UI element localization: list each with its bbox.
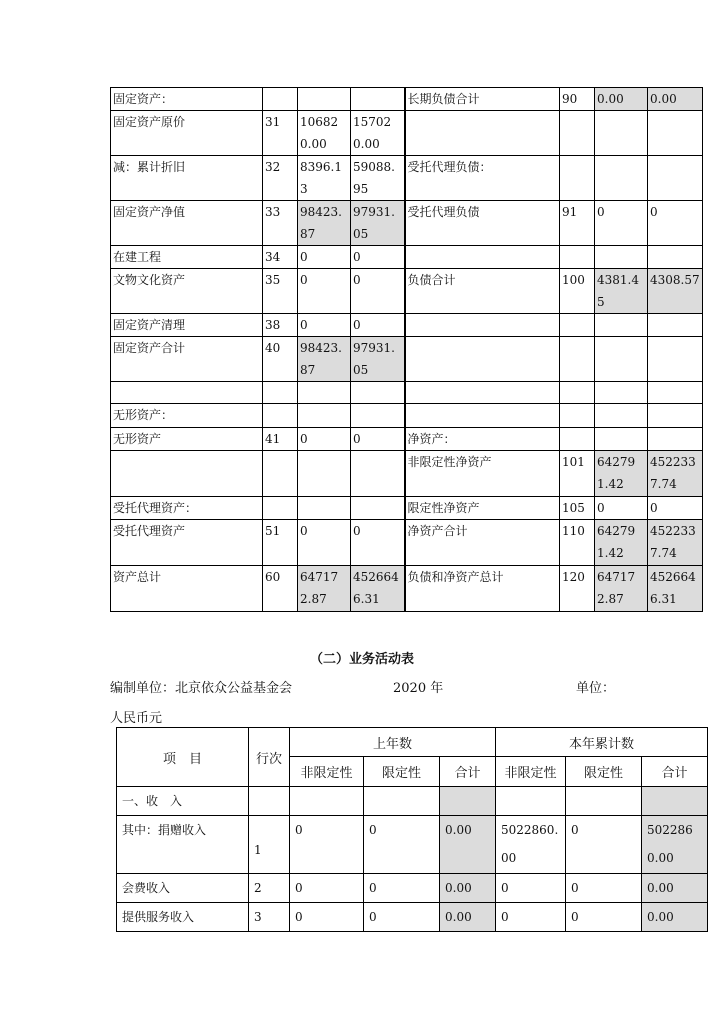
right-item-cell bbox=[405, 337, 560, 382]
left-line-cell bbox=[263, 497, 298, 520]
right-line-cell bbox=[560, 314, 595, 337]
curr-unrestricted-cell bbox=[496, 787, 566, 816]
left-item-cell: 在建工程 bbox=[111, 246, 263, 269]
table-row bbox=[117, 903, 708, 932]
right-end-cell: 0.00 bbox=[648, 88, 703, 111]
left-line-cell bbox=[263, 451, 298, 497]
right-end-cell: 4522337.74 bbox=[648, 451, 703, 497]
left-begin-cell: 8396.13 bbox=[298, 156, 351, 201]
right-line-cell bbox=[560, 382, 595, 404]
curr-unrestricted-cell: 0 bbox=[496, 903, 566, 932]
left-line-cell: 34 bbox=[263, 246, 298, 269]
table-row bbox=[111, 566, 703, 612]
header-prev-restricted: 限定性 bbox=[364, 757, 440, 787]
left-begin-cell bbox=[298, 404, 351, 428]
right-line-cell: 100 bbox=[560, 269, 595, 314]
right-item-cell: 负债和净资产总计 bbox=[405, 566, 560, 612]
right-begin-cell: 642791.42 bbox=[595, 451, 648, 497]
report-year: 2020 年 bbox=[393, 681, 444, 696]
left-end-cell bbox=[351, 497, 405, 520]
right-line-cell bbox=[560, 156, 595, 201]
right-end-cell bbox=[648, 428, 703, 451]
right-end-cell bbox=[648, 314, 703, 337]
right-begin-cell: 0 bbox=[595, 201, 648, 246]
header-prev-total: 合计 bbox=[440, 757, 496, 787]
row-line bbox=[249, 787, 290, 816]
left-end-cell: 0 bbox=[351, 428, 405, 451]
left-line-cell bbox=[263, 382, 298, 404]
left-begin-cell bbox=[298, 382, 351, 404]
row-line: 1 bbox=[249, 816, 290, 874]
left-item-cell: 无形资产： bbox=[111, 404, 263, 428]
left-item-cell bbox=[111, 382, 263, 404]
left-begin-cell bbox=[298, 451, 351, 497]
left-line-cell bbox=[263, 88, 298, 111]
right-line-cell bbox=[560, 337, 595, 382]
left-begin-cell: 0 bbox=[298, 246, 351, 269]
left-begin-cell: 98423.87 bbox=[298, 201, 351, 246]
right-end-cell bbox=[648, 111, 703, 156]
right-item-cell: 净资产合计 bbox=[405, 520, 560, 566]
table-row bbox=[111, 404, 703, 428]
prev-unrestricted-cell: 0 bbox=[290, 816, 364, 874]
header-row bbox=[117, 728, 708, 757]
left-item-cell: 固定资产合计 bbox=[111, 337, 263, 382]
curr-restricted-cell: 0 bbox=[566, 903, 642, 932]
table-row bbox=[117, 874, 708, 903]
compiler-label: 编制单位：北京依众公益基金会 bbox=[110, 681, 293, 696]
right-line-cell bbox=[560, 111, 595, 156]
right-item-cell: 长期负债合计 bbox=[405, 88, 560, 111]
right-line-cell: 105 bbox=[560, 497, 595, 520]
left-end-cell: 4526646.31 bbox=[351, 566, 405, 612]
left-item-cell: 固定资产原价 bbox=[111, 111, 263, 156]
left-item-cell: 减：累计折旧 bbox=[111, 156, 263, 201]
table-row bbox=[111, 520, 703, 566]
right-item-cell: 负债合计 bbox=[405, 269, 560, 314]
table-row bbox=[111, 111, 703, 156]
prev-restricted-cell: 0 bbox=[364, 816, 440, 874]
prev-total-cell bbox=[440, 787, 496, 816]
left-line-cell: 51 bbox=[263, 520, 298, 566]
right-end-cell: 4526646.31 bbox=[648, 566, 703, 612]
right-begin-cell bbox=[595, 156, 648, 201]
right-begin-cell bbox=[595, 337, 648, 382]
row-item: 会费收入 bbox=[117, 874, 249, 903]
right-item-cell bbox=[405, 314, 560, 337]
right-begin-cell: 4381.45 bbox=[595, 269, 648, 314]
right-line-cell bbox=[560, 246, 595, 269]
left-line-cell: 60 bbox=[263, 566, 298, 612]
currency-label: 人民币元 bbox=[110, 711, 163, 726]
left-begin-cell: 0 bbox=[298, 314, 351, 337]
table-row bbox=[111, 382, 703, 404]
left-end-cell bbox=[351, 404, 405, 428]
right-end-cell bbox=[648, 404, 703, 428]
header-curr-restricted: 限定性 bbox=[566, 757, 642, 787]
right-line-cell: 101 bbox=[560, 451, 595, 497]
right-line-cell bbox=[560, 428, 595, 451]
curr-total-cell bbox=[642, 787, 708, 816]
curr-unrestricted-cell: 0 bbox=[496, 874, 566, 903]
table-row bbox=[117, 816, 708, 874]
left-end-cell: 97931.05 bbox=[351, 337, 405, 382]
right-item-cell: 非限定性净资产 bbox=[405, 451, 560, 497]
left-line-cell: 31 bbox=[263, 111, 298, 156]
right-begin-cell bbox=[595, 404, 648, 428]
left-item-cell: 固定资产清理 bbox=[111, 314, 263, 337]
table-row bbox=[111, 428, 703, 451]
left-end-cell bbox=[351, 451, 405, 497]
right-item-cell: 限定性净资产 bbox=[405, 497, 560, 520]
prev-unrestricted-cell: 0 bbox=[290, 874, 364, 903]
left-line-cell bbox=[263, 404, 298, 428]
left-item-cell: 资产总计 bbox=[111, 566, 263, 612]
right-end-cell: 0 bbox=[648, 201, 703, 246]
row-line: 2 bbox=[249, 874, 290, 903]
left-begin-cell: 0 bbox=[298, 269, 351, 314]
curr-unrestricted-cell: 5022860.00 bbox=[496, 816, 566, 874]
prev-total-cell: 0.00 bbox=[440, 874, 496, 903]
prev-total-cell: 0.00 bbox=[440, 816, 496, 874]
curr-restricted-cell bbox=[566, 787, 642, 816]
left-end-cell: 0 bbox=[351, 269, 405, 314]
curr-total-cell: 0.00 bbox=[642, 874, 708, 903]
left-begin-cell bbox=[298, 497, 351, 520]
table-row bbox=[111, 337, 703, 382]
left-item-cell: 受托代理资产： bbox=[111, 497, 263, 520]
right-item-cell: 受托代理负债 bbox=[405, 201, 560, 246]
activity-table bbox=[116, 727, 708, 932]
right-end-cell: 0 bbox=[648, 497, 703, 520]
curr-restricted-cell: 0 bbox=[566, 816, 642, 874]
table-row bbox=[111, 246, 703, 269]
left-end-cell: 0 bbox=[351, 314, 405, 337]
right-line-cell: 90 bbox=[560, 88, 595, 111]
left-line-cell: 38 bbox=[263, 314, 298, 337]
prev-restricted-cell: 0 bbox=[364, 874, 440, 903]
left-item-cell: 受托代理资产 bbox=[111, 520, 263, 566]
prev-restricted-cell bbox=[364, 787, 440, 816]
row-item: 提供服务收入 bbox=[117, 903, 249, 932]
right-begin-cell bbox=[595, 111, 648, 156]
left-line-cell: 32 bbox=[263, 156, 298, 201]
header-prev-year: 上年数 bbox=[290, 728, 496, 757]
right-end-cell bbox=[648, 337, 703, 382]
table-row bbox=[111, 269, 703, 314]
row-item: 一、收 入 bbox=[117, 787, 249, 816]
header-line: 行次 bbox=[249, 728, 290, 787]
table-row bbox=[111, 451, 703, 497]
left-line-cell: 40 bbox=[263, 337, 298, 382]
right-begin-cell bbox=[595, 428, 648, 451]
header-prev-unrestricted: 非限定性 bbox=[290, 757, 364, 787]
table-row bbox=[111, 88, 703, 111]
prev-unrestricted-cell bbox=[290, 787, 364, 816]
row-item: 其中：捐赠收入 bbox=[117, 816, 249, 874]
left-line-cell: 33 bbox=[263, 201, 298, 246]
header-curr-unrestricted: 非限定性 bbox=[496, 757, 566, 787]
right-item-cell bbox=[405, 246, 560, 269]
right-item-cell bbox=[405, 111, 560, 156]
left-begin-cell: 98423.87 bbox=[298, 337, 351, 382]
curr-restricted-cell: 0 bbox=[566, 874, 642, 903]
right-end-cell bbox=[648, 156, 703, 201]
right-begin-cell: 0.00 bbox=[595, 88, 648, 111]
prev-total-cell: 0.00 bbox=[440, 903, 496, 932]
left-item-cell bbox=[111, 451, 263, 497]
left-end-cell: 0 bbox=[351, 246, 405, 269]
left-line-cell: 41 bbox=[263, 428, 298, 451]
prev-unrestricted-cell: 0 bbox=[290, 903, 364, 932]
left-end-cell bbox=[351, 382, 405, 404]
right-end-cell: 4522337.74 bbox=[648, 520, 703, 566]
unit-label: 单位： bbox=[576, 681, 616, 696]
table-row bbox=[111, 156, 703, 201]
left-item-cell: 文物文化资产 bbox=[111, 269, 263, 314]
right-end-cell bbox=[648, 246, 703, 269]
left-begin-cell: 647172.87 bbox=[298, 566, 351, 612]
left-begin-cell: 106820.00 bbox=[298, 111, 351, 156]
header-curr-total: 合计 bbox=[642, 757, 708, 787]
right-end-cell: 4308.57 bbox=[648, 269, 703, 314]
right-end-cell bbox=[648, 382, 703, 404]
left-end-cell: 59088.95 bbox=[351, 156, 405, 201]
right-item-cell bbox=[405, 382, 560, 404]
table-row bbox=[117, 787, 708, 816]
left-end-cell: 157020.00 bbox=[351, 111, 405, 156]
left-end-cell: 97931.05 bbox=[351, 201, 405, 246]
right-line-cell bbox=[560, 404, 595, 428]
table-row bbox=[111, 201, 703, 246]
table-row bbox=[111, 314, 703, 337]
right-begin-cell bbox=[595, 246, 648, 269]
left-end-cell bbox=[351, 88, 405, 111]
balance-sheet-table bbox=[110, 87, 703, 612]
activity-title: （二）业务活动表 bbox=[309, 652, 414, 667]
prev-restricted-cell: 0 bbox=[364, 903, 440, 932]
left-line-cell: 35 bbox=[263, 269, 298, 314]
table-row bbox=[111, 497, 703, 520]
right-line-cell: 110 bbox=[560, 520, 595, 566]
right-line-cell: 120 bbox=[560, 566, 595, 612]
right-item-cell bbox=[405, 404, 560, 428]
left-item-cell: 固定资产净值 bbox=[111, 201, 263, 246]
right-begin-cell bbox=[595, 314, 648, 337]
left-item-cell: 固定资产： bbox=[111, 88, 263, 111]
right-begin-cell bbox=[595, 382, 648, 404]
left-begin-cell: 0 bbox=[298, 520, 351, 566]
left-begin-cell: 0 bbox=[298, 428, 351, 451]
right-line-cell: 91 bbox=[560, 201, 595, 246]
right-begin-cell: 642791.42 bbox=[595, 520, 648, 566]
row-line: 3 bbox=[249, 903, 290, 932]
left-begin-cell bbox=[298, 88, 351, 111]
right-begin-cell: 0 bbox=[595, 497, 648, 520]
left-end-cell: 0 bbox=[351, 520, 405, 566]
curr-total-cell: 0.00 bbox=[642, 903, 708, 932]
right-item-cell: 净资产： bbox=[405, 428, 560, 451]
right-begin-cell: 647172.87 bbox=[595, 566, 648, 612]
left-item-cell: 无形资产 bbox=[111, 428, 263, 451]
header-item: 项 目 bbox=[117, 728, 249, 787]
header-curr-year: 本年累计数 bbox=[496, 728, 708, 757]
curr-total-cell: 5022860.00 bbox=[642, 816, 708, 874]
right-item-cell: 受托代理负债： bbox=[405, 156, 560, 201]
